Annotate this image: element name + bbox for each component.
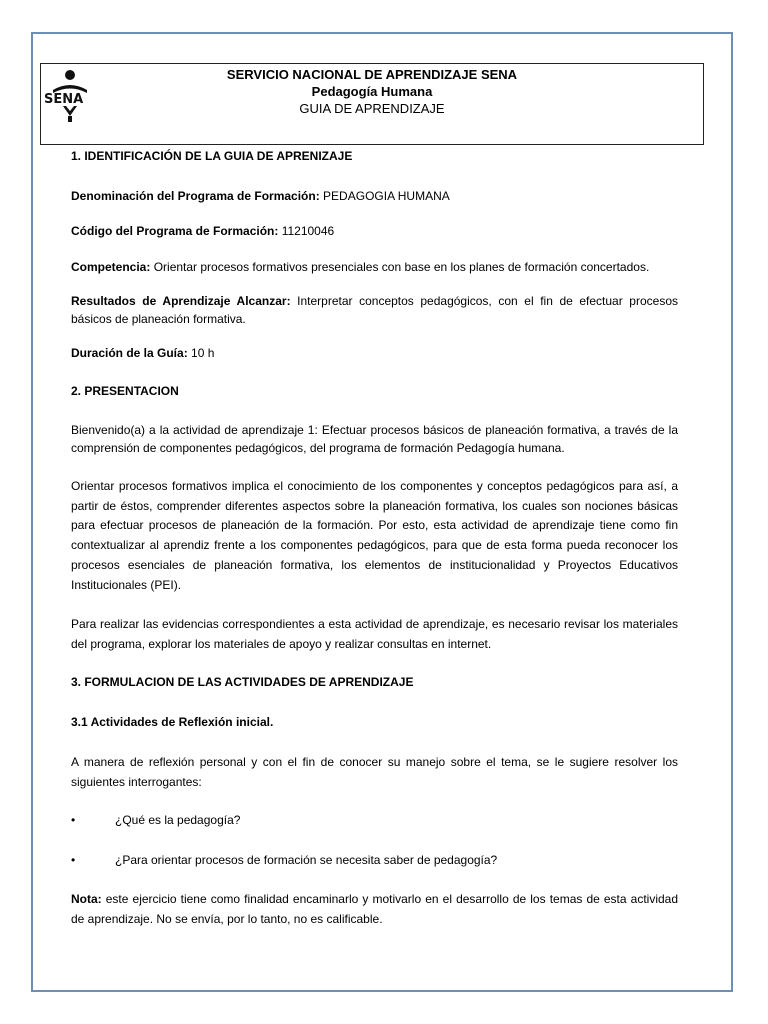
presentacion-paragraph-2: Orientar procesos formativos implica el conocimiento de los componentes y conceptos pedagógicos para así, a partir de éstos, comprender diferentes aspectos sobre la planeación formativa, los cuales son nociones básicas para efectuar procesos de planeación de la formación. Por esto, esta actividad de aprendizaje tiene como fin contextualizar al aprendiz frente a los componentes pedagógicos, para que de esta forma pueda reconocer los procesos esenciales de planeación formativa, los elementos de institucionalidad y Proyectos Educativos Institucionales (PEI). bbox=[71, 479, 678, 592]
denominacion-line bbox=[71, 188, 678, 206]
document-body bbox=[71, 148, 678, 929]
competencia-line bbox=[71, 259, 678, 277]
question-2: ¿Para orientar procesos de formación se necesita saber de pedagogía? bbox=[115, 852, 498, 867]
bullet-marker: • bbox=[71, 813, 76, 828]
competencia-label: Competencia: bbox=[71, 259, 151, 274]
nota-paragraph bbox=[71, 890, 678, 929]
presentacion-paragraph-3: Para realizar las evidencias correspondientes a esta actividad de aprendizaje, es necesario revisar los materiales del programa, explorar los materiales de apoyo y realizar consultas en internet. bbox=[71, 617, 678, 651]
program-name: Pedagogía Humana bbox=[311, 84, 433, 99]
document-type: GUIA DE APRENDIZAJE bbox=[299, 101, 445, 116]
denominacion-value: PEDAGOGIA HUMANA bbox=[319, 188, 450, 203]
institution-name: SERVICIO NACIONAL DE APRENDIZAJE SENA bbox=[226, 67, 518, 82]
competencia-value: Orientar procesos formativos presenciales con base en los planes de formación concertados. bbox=[150, 259, 650, 274]
presentacion-paragraph-1: Bienvenido(a) a la actividad de aprendizaje 1: Efectuar procesos básicos de planeación formativa, a través de la comprensión de componentes pedagógicos, del programa de formación Pedagogía humana. bbox=[71, 423, 678, 455]
denominacion-label: Denominación del Programa de Formación: bbox=[71, 188, 320, 203]
question-1: ¿Qué es la pedagogía? bbox=[115, 813, 241, 828]
section1-title: 1. IDENTIFICACIÓN DE LA GUIA DE APRENIZAJE bbox=[71, 149, 353, 163]
duracion-line bbox=[71, 345, 678, 363]
list-item bbox=[71, 812, 678, 830]
section2-title: 2. PRESENTACION bbox=[71, 383, 179, 398]
sena-logo-text: SENA bbox=[44, 92, 84, 107]
bullet-marker: • bbox=[71, 852, 76, 867]
duracion-value: 10 h bbox=[187, 346, 215, 360]
section3-subtitle: 3.1 Actividades de Reflexión inicial. bbox=[71, 714, 274, 729]
codigo-label: Código del Programa de Formación: bbox=[71, 224, 279, 238]
resultados-label: Resultados de Aprendizaje Alcanzar: bbox=[71, 294, 291, 308]
document-header bbox=[40, 66, 704, 117]
resultados-value: Interpretar conceptos pedagógicos, con el fin de efectuar procesos básicos de planeación formativa. bbox=[71, 294, 679, 326]
codigo-line bbox=[71, 223, 678, 241]
section3-title: 3. FORMULACION DE LAS ACTIVIDADES DE APRENDIZAJE bbox=[71, 675, 414, 690]
duracion-label: Duración de la Guía: bbox=[71, 346, 188, 360]
list-item bbox=[71, 852, 678, 870]
codigo-value: 11210046 bbox=[278, 224, 335, 238]
reflexion-intro: A manera de reflexión personal y con el fin de conocer su manejo sobre el tema, se le sugiere resolver los siguientes interrogantes: bbox=[71, 755, 678, 789]
resultados-line bbox=[71, 293, 678, 328]
nota-label: Nota: bbox=[71, 892, 102, 907]
nota-value: este ejercicio tiene como finalidad encaminarlo y motivarlo en el desarrollo de los temas de esta actividad de aprendizaje. No se envía, por lo tanto, no es calificable. bbox=[71, 892, 678, 926]
